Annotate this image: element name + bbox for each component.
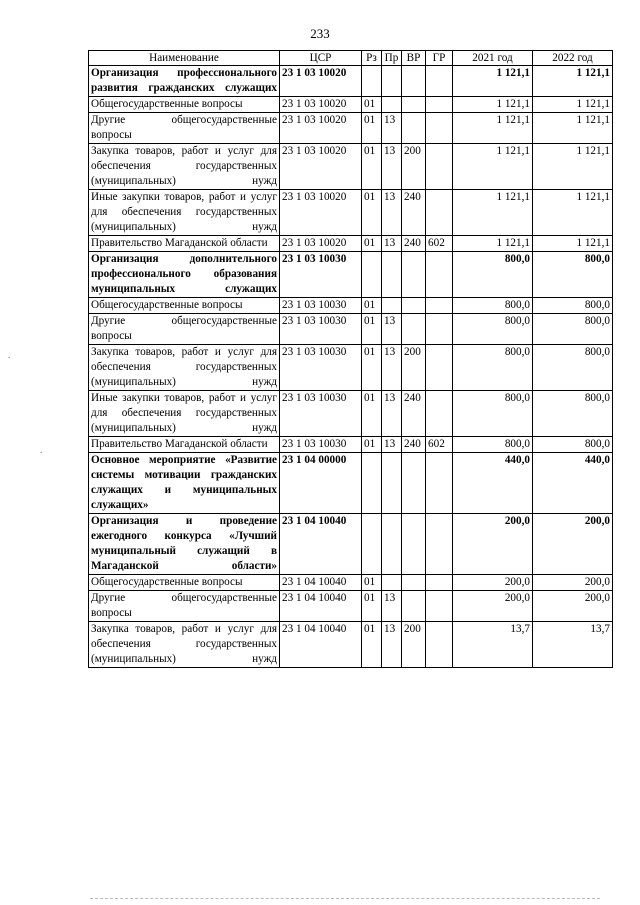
cell-2022: 200,0 <box>533 514 613 575</box>
scan-edge-line <box>90 898 600 899</box>
cell-vr <box>402 66 426 97</box>
table-row <box>89 591 613 622</box>
cell-2021: 13,7 <box>453 622 533 668</box>
table-row <box>89 252 613 298</box>
cell-gr <box>426 97 453 113</box>
cell-2022: 1 121,1 <box>533 66 613 97</box>
table-row <box>89 314 613 345</box>
cell-2021: 800,0 <box>453 252 533 298</box>
cell-csr: 23 1 04 10040 <box>280 622 362 668</box>
cell-csr: 23 1 03 10030 <box>280 345 362 391</box>
cell-name: Общегосударственные вопросы <box>89 575 280 591</box>
cell-csr: 23 1 04 10040 <box>280 514 362 575</box>
cell-2022: 1 121,1 <box>533 97 613 113</box>
table-row <box>89 190 613 236</box>
cell-name: Основное мероприятие «Развитие системы мотивации гражданских служащих и муниципальных служащих» <box>89 453 280 514</box>
header-vr: ВР <box>402 51 426 66</box>
cell-csr: 23 1 03 10020 <box>280 113 362 144</box>
cell-gr <box>426 66 453 97</box>
cell-2021: 1 121,1 <box>453 66 533 97</box>
cell-rz <box>362 514 382 575</box>
cell-vr <box>402 252 426 298</box>
table-row <box>89 575 613 591</box>
cell-2021: 1 121,1 <box>453 190 533 236</box>
table-row <box>89 514 613 575</box>
cell-gr <box>426 190 453 236</box>
cell-rz: 01 <box>362 236 382 252</box>
cell-pr: 13 <box>382 622 402 668</box>
cell-rz <box>362 252 382 298</box>
cell-csr: 23 1 04 00000 <box>280 453 362 514</box>
cell-rz <box>362 453 382 514</box>
cell-2021: 800,0 <box>453 391 533 437</box>
scan-speck: . <box>40 445 43 455</box>
cell-gr <box>426 453 453 514</box>
cell-2022: 800,0 <box>533 298 613 314</box>
cell-vr: 240 <box>402 437 426 453</box>
cell-2021: 200,0 <box>453 575 533 591</box>
cell-pr <box>382 97 402 113</box>
cell-2021: 440,0 <box>453 453 533 514</box>
cell-pr: 13 <box>382 591 402 622</box>
cell-name: Другие общегосударственные вопросы <box>89 314 280 345</box>
cell-name: Другие общегосударственные вопросы <box>89 113 280 144</box>
cell-pr: 13 <box>382 190 402 236</box>
cell-vr: 200 <box>402 144 426 190</box>
cell-2021: 800,0 <box>453 314 533 345</box>
header-pr: Пр <box>382 51 402 66</box>
cell-pr <box>382 453 402 514</box>
cell-pr: 13 <box>382 314 402 345</box>
budget-table <box>88 50 613 668</box>
cell-2022: 800,0 <box>533 345 613 391</box>
cell-pr: 13 <box>382 437 402 453</box>
cell-pr: 13 <box>382 113 402 144</box>
cell-gr: 602 <box>426 236 453 252</box>
cell-2021: 1 121,1 <box>453 236 533 252</box>
cell-vr <box>402 514 426 575</box>
cell-2022: 800,0 <box>533 437 613 453</box>
cell-pr: 13 <box>382 236 402 252</box>
cell-rz: 01 <box>362 345 382 391</box>
cell-gr: 602 <box>426 437 453 453</box>
cell-csr: 23 1 03 10020 <box>280 66 362 97</box>
cell-vr <box>402 575 426 591</box>
cell-2021: 200,0 <box>453 591 533 622</box>
header-2021: 2021 год <box>453 51 533 66</box>
header-2022: 2022 год <box>533 51 613 66</box>
cell-rz: 01 <box>362 622 382 668</box>
cell-gr <box>426 514 453 575</box>
table-row <box>89 453 613 514</box>
table-row <box>89 113 613 144</box>
header-name: Наименование <box>89 51 280 66</box>
cell-2022: 1 121,1 <box>533 113 613 144</box>
cell-name: Другие общегосударственные вопросы <box>89 591 280 622</box>
cell-name: Организация и проведение ежегодного конкурса «Лучший муниципальный служащий в Магаданской области» <box>89 514 280 575</box>
cell-pr: 13 <box>382 144 402 190</box>
table-body <box>89 66 613 668</box>
table-row <box>89 298 613 314</box>
cell-2022: 440,0 <box>533 453 613 514</box>
cell-2022: 1 121,1 <box>533 236 613 252</box>
cell-2021: 800,0 <box>453 437 533 453</box>
cell-rz: 01 <box>362 190 382 236</box>
cell-rz: 01 <box>362 113 382 144</box>
header-gr: ГР <box>426 51 453 66</box>
cell-rz <box>362 66 382 97</box>
cell-csr: 23 1 03 10030 <box>280 252 362 298</box>
cell-rz: 01 <box>362 97 382 113</box>
table-row <box>89 345 613 391</box>
page-number: 233 <box>310 26 330 41</box>
cell-gr <box>426 314 453 345</box>
cell-2021: 200,0 <box>453 514 533 575</box>
scan-speck: . <box>8 350 11 360</box>
cell-vr: 240 <box>402 236 426 252</box>
cell-pr <box>382 514 402 575</box>
cell-vr <box>402 113 426 144</box>
header-rz: Рз <box>362 51 382 66</box>
cell-gr <box>426 622 453 668</box>
cell-name: Закупка товаров, работ и услуг для обеспечения государственных (муниципальных) нужд <box>89 345 280 391</box>
cell-rz: 01 <box>362 437 382 453</box>
cell-2022: 1 121,1 <box>533 144 613 190</box>
table-row <box>89 66 613 97</box>
cell-vr <box>402 298 426 314</box>
cell-vr: 240 <box>402 190 426 236</box>
cell-pr <box>382 298 402 314</box>
table-row <box>89 236 613 252</box>
cell-csr: 23 1 03 10020 <box>280 97 362 113</box>
cell-pr <box>382 252 402 298</box>
cell-vr: 240 <box>402 391 426 437</box>
cell-gr <box>426 298 453 314</box>
cell-2021: 800,0 <box>453 298 533 314</box>
cell-pr <box>382 575 402 591</box>
cell-csr: 23 1 03 10020 <box>280 236 362 252</box>
cell-csr: 23 1 03 10030 <box>280 437 362 453</box>
cell-name: Иные закупки товаров, работ и услуг для обеспечения государственных (муниципальных) нужд <box>89 190 280 236</box>
cell-pr: 13 <box>382 345 402 391</box>
cell-csr: 23 1 03 10020 <box>280 190 362 236</box>
cell-2021: 800,0 <box>453 345 533 391</box>
cell-rz: 01 <box>362 591 382 622</box>
cell-gr <box>426 575 453 591</box>
cell-name: Закупка товаров, работ и услуг для обеспечения государственных (муниципальных) нужд <box>89 622 280 668</box>
cell-name: Организация дополнительного профессионального образования муниципальных служащих <box>89 252 280 298</box>
cell-csr: 23 1 03 10030 <box>280 314 362 345</box>
cell-csr: 23 1 04 10040 <box>280 575 362 591</box>
cell-rz: 01 <box>362 144 382 190</box>
cell-rz: 01 <box>362 391 382 437</box>
cell-2022: 200,0 <box>533 591 613 622</box>
cell-vr <box>402 314 426 345</box>
cell-2022: 800,0 <box>533 391 613 437</box>
cell-2021: 1 121,1 <box>453 97 533 113</box>
cell-2021: 1 121,1 <box>453 113 533 144</box>
cell-name: Правительство Магаданской области <box>89 236 280 252</box>
cell-2022: 800,0 <box>533 314 613 345</box>
cell-gr <box>426 345 453 391</box>
cell-csr: 23 1 03 10030 <box>280 298 362 314</box>
cell-gr <box>426 144 453 190</box>
cell-gr <box>426 391 453 437</box>
table-row <box>89 144 613 190</box>
cell-name: Закупка товаров, работ и услуг для обеспечения государственных (муниципальных) нужд <box>89 144 280 190</box>
cell-name: Правительство Магаданской области <box>89 437 280 453</box>
cell-rz: 01 <box>362 575 382 591</box>
cell-2022: 200,0 <box>533 575 613 591</box>
cell-name: Организация профессионального развития гражданских служащих <box>89 66 280 97</box>
cell-name: Общегосударственные вопросы <box>89 298 280 314</box>
table-row <box>89 437 613 453</box>
cell-csr: 23 1 03 10020 <box>280 144 362 190</box>
cell-name: Иные закупки товаров, работ и услуг для обеспечения государственных (муниципальных) нужд <box>89 391 280 437</box>
cell-gr <box>426 252 453 298</box>
cell-rz: 01 <box>362 298 382 314</box>
cell-2022: 800,0 <box>533 252 613 298</box>
cell-2022: 13,7 <box>533 622 613 668</box>
cell-pr <box>382 66 402 97</box>
cell-gr <box>426 591 453 622</box>
header-csr: ЦСР <box>280 51 362 66</box>
cell-rz: 01 <box>362 314 382 345</box>
cell-vr: 200 <box>402 622 426 668</box>
cell-pr: 13 <box>382 391 402 437</box>
table-header-row <box>89 51 613 66</box>
table-row <box>89 622 613 668</box>
cell-csr: 23 1 04 10040 <box>280 591 362 622</box>
cell-2022: 1 121,1 <box>533 190 613 236</box>
cell-vr <box>402 97 426 113</box>
cell-csr: 23 1 03 10030 <box>280 391 362 437</box>
cell-vr <box>402 453 426 514</box>
table-row <box>89 97 613 113</box>
cell-gr <box>426 113 453 144</box>
cell-vr <box>402 591 426 622</box>
cell-name: Общегосударственные вопросы <box>89 97 280 113</box>
cell-2021: 1 121,1 <box>453 144 533 190</box>
table-row <box>89 391 613 437</box>
cell-vr: 200 <box>402 345 426 391</box>
